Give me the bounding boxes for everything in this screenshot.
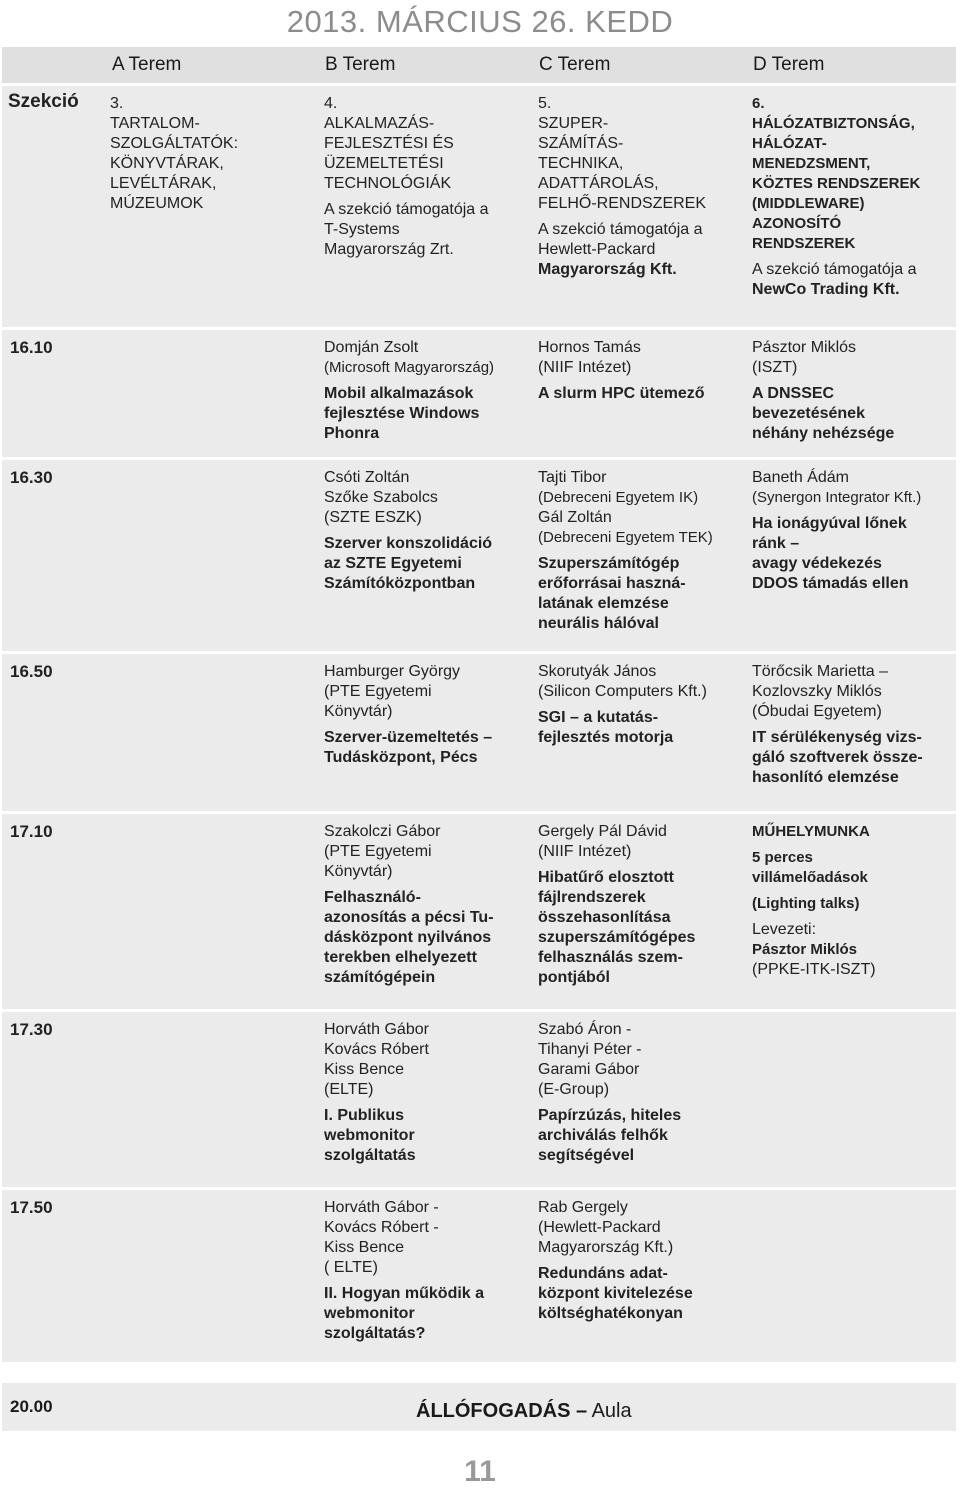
talk-c: Szabó Áron - Tihanyi Péter - Garami Gábor (E-Group) Papírzúzás, hiteles archiválás felhők segítségével [538, 1021, 682, 1164]
header-row [2, 47, 956, 86]
slot-time: 16.50 [10, 662, 53, 681]
page-title: 2013. MÁRCIUS 26. KEDD [286, 4, 674, 39]
slot-time: 17.30 [10, 1020, 53, 1039]
schedule-table [2, 47, 956, 1365]
slot-row [2, 1012, 956, 1190]
slot-time: 16.30 [10, 468, 53, 487]
slot-time: 20.00 [10, 1397, 53, 1416]
reception-row [2, 1383, 956, 1431]
talk-c: Skorutyák János (Silicon Computers Kft.) SGI – a kutatás- fejlesztés motorja [538, 663, 707, 746]
section-a: 3. TARTALOM- SZOLGÁLTATÓK: KÖNYVTÁRAK, LEVÉLTÁRAK, MÚZEUMOK [110, 95, 239, 212]
talk-c: Hornos Tamás (NIIF Intézet) A slurm HPC ütemező [538, 339, 705, 402]
section-d: 6. HÁLÓZATBIZTONSÁG, HÁLÓZAT- MENEDZSMENT, KÖZTES RENDSZEREK (MIDDLEWARE) AZONOSÍTÓ RENDSZEREK A szekció támogatója a NewCo Trading Kft. [752, 95, 921, 298]
section-label: Szekció [8, 91, 79, 112]
talk-b: Hamburger György (PTE Egyetemi Könyvtár) Szerver-üzemeltetés – Tudásközpont, Pécs [324, 663, 493, 766]
slot-time: 16.10 [10, 338, 53, 357]
talk-c: Rab Gergely (Hewlett-Packard Magyarország Kft.) Redundáns adat- központ kivitelezése költséghatékonyan [538, 1199, 693, 1322]
talk-b: Horváth Gábor - Kovács Róbert - Kiss Bence ( ELTE) II. Hogyan működik a webmonitor szolgáltatás? [324, 1199, 485, 1342]
talk-c: Tajti Tibor (Debreceni Egyetem IK) Gál Zoltán (Debreceni Egyetem TEK) Szuperszámítógép erőforrásai haszná- latának elemzése neurális hálóval [538, 469, 713, 632]
header-room-b: B Terem [325, 54, 396, 75]
slot-row [2, 330, 956, 460]
talk-b: Szakolczi Gábor (PTE Egyetemi Könyvtár) Felhasználó- azonosítás a pécsi Tu- dásközpont nyilvános terekben elhelyezett számítógépein [324, 823, 494, 986]
slot-row [2, 814, 956, 1012]
talk-b: Horváth Gábor Kovács Róbert Kiss Bence (ELTE) I. Publikus webmonitor szolgáltatás [324, 1021, 429, 1164]
header-room-a: A Terem [112, 54, 182, 75]
page-number: 11 [464, 1455, 496, 1488]
slot-row [2, 1190, 956, 1365]
slot-row [2, 460, 956, 654]
reception-event: ÁLLÓFOGADÁS – Aula [416, 1400, 632, 1422]
slot-time: 17.50 [10, 1198, 53, 1217]
slot-time: 17.10 [10, 822, 53, 841]
talk-d: Baneth Ádám (Synergon Integrator Kft.) Ha ionágyúval lőnek ránk – avagy védekezés DDOS támadás ellen [752, 469, 922, 592]
talk-d: Pásztor Miklós (ISZT) A DNSSEC bevezetésének néhány nehézsége [752, 339, 895, 442]
header-room-d: D Terem [753, 54, 825, 75]
talk-b: Domján Zsolt (Microsoft Magyarország) Mobil alkalmazások fejlesztése Windows Phonra [324, 339, 495, 442]
talk-b: Csóti Zoltán Szőke Szabolcs (SZTE ESZK) Szerver konszolidáció az SZTE Egyetemi Számítóközpontban [324, 469, 493, 592]
section-row [2, 86, 956, 330]
talk-d: Törőcsik Marietta – Kozlovszky Miklós (Óbudai Egyetem) IT sérülékenység vizs- gáló szoftverek össze- hasonlító elemzése [752, 663, 923, 786]
slot-row [2, 654, 956, 814]
talk-c: Gergely Pál Dávid (NIIF Intézet) Hibatűrő elosztott fájlrendszerek összehasonlítása szuperszámítógépes felhasználás szem- pontjából [538, 823, 696, 986]
section-c: 5. SZUPER- SZÁMÍTÁS- TECHNIKA, ADATTÁROLÁS, FELHŐ-RENDSZEREK A szekció támogatója a Hewlett-Packard Magyarország Kft. [538, 95, 707, 278]
section-b: 4. ALKALMAZÁS- FEJLESZTÉSI ÉS ÜZEMELTETÉSI TECHNOLÓGIÁK A szekció támogatója a T-Systems Magyarország Zrt. [324, 95, 489, 258]
header-room-c: C Terem [539, 54, 611, 75]
talk-d: MŰHELYMUNKA 5 perces villámelőadások (Lighting talks) Levezeti: Pásztor Miklós (PPKE-ITK-ISZT) [752, 823, 876, 978]
